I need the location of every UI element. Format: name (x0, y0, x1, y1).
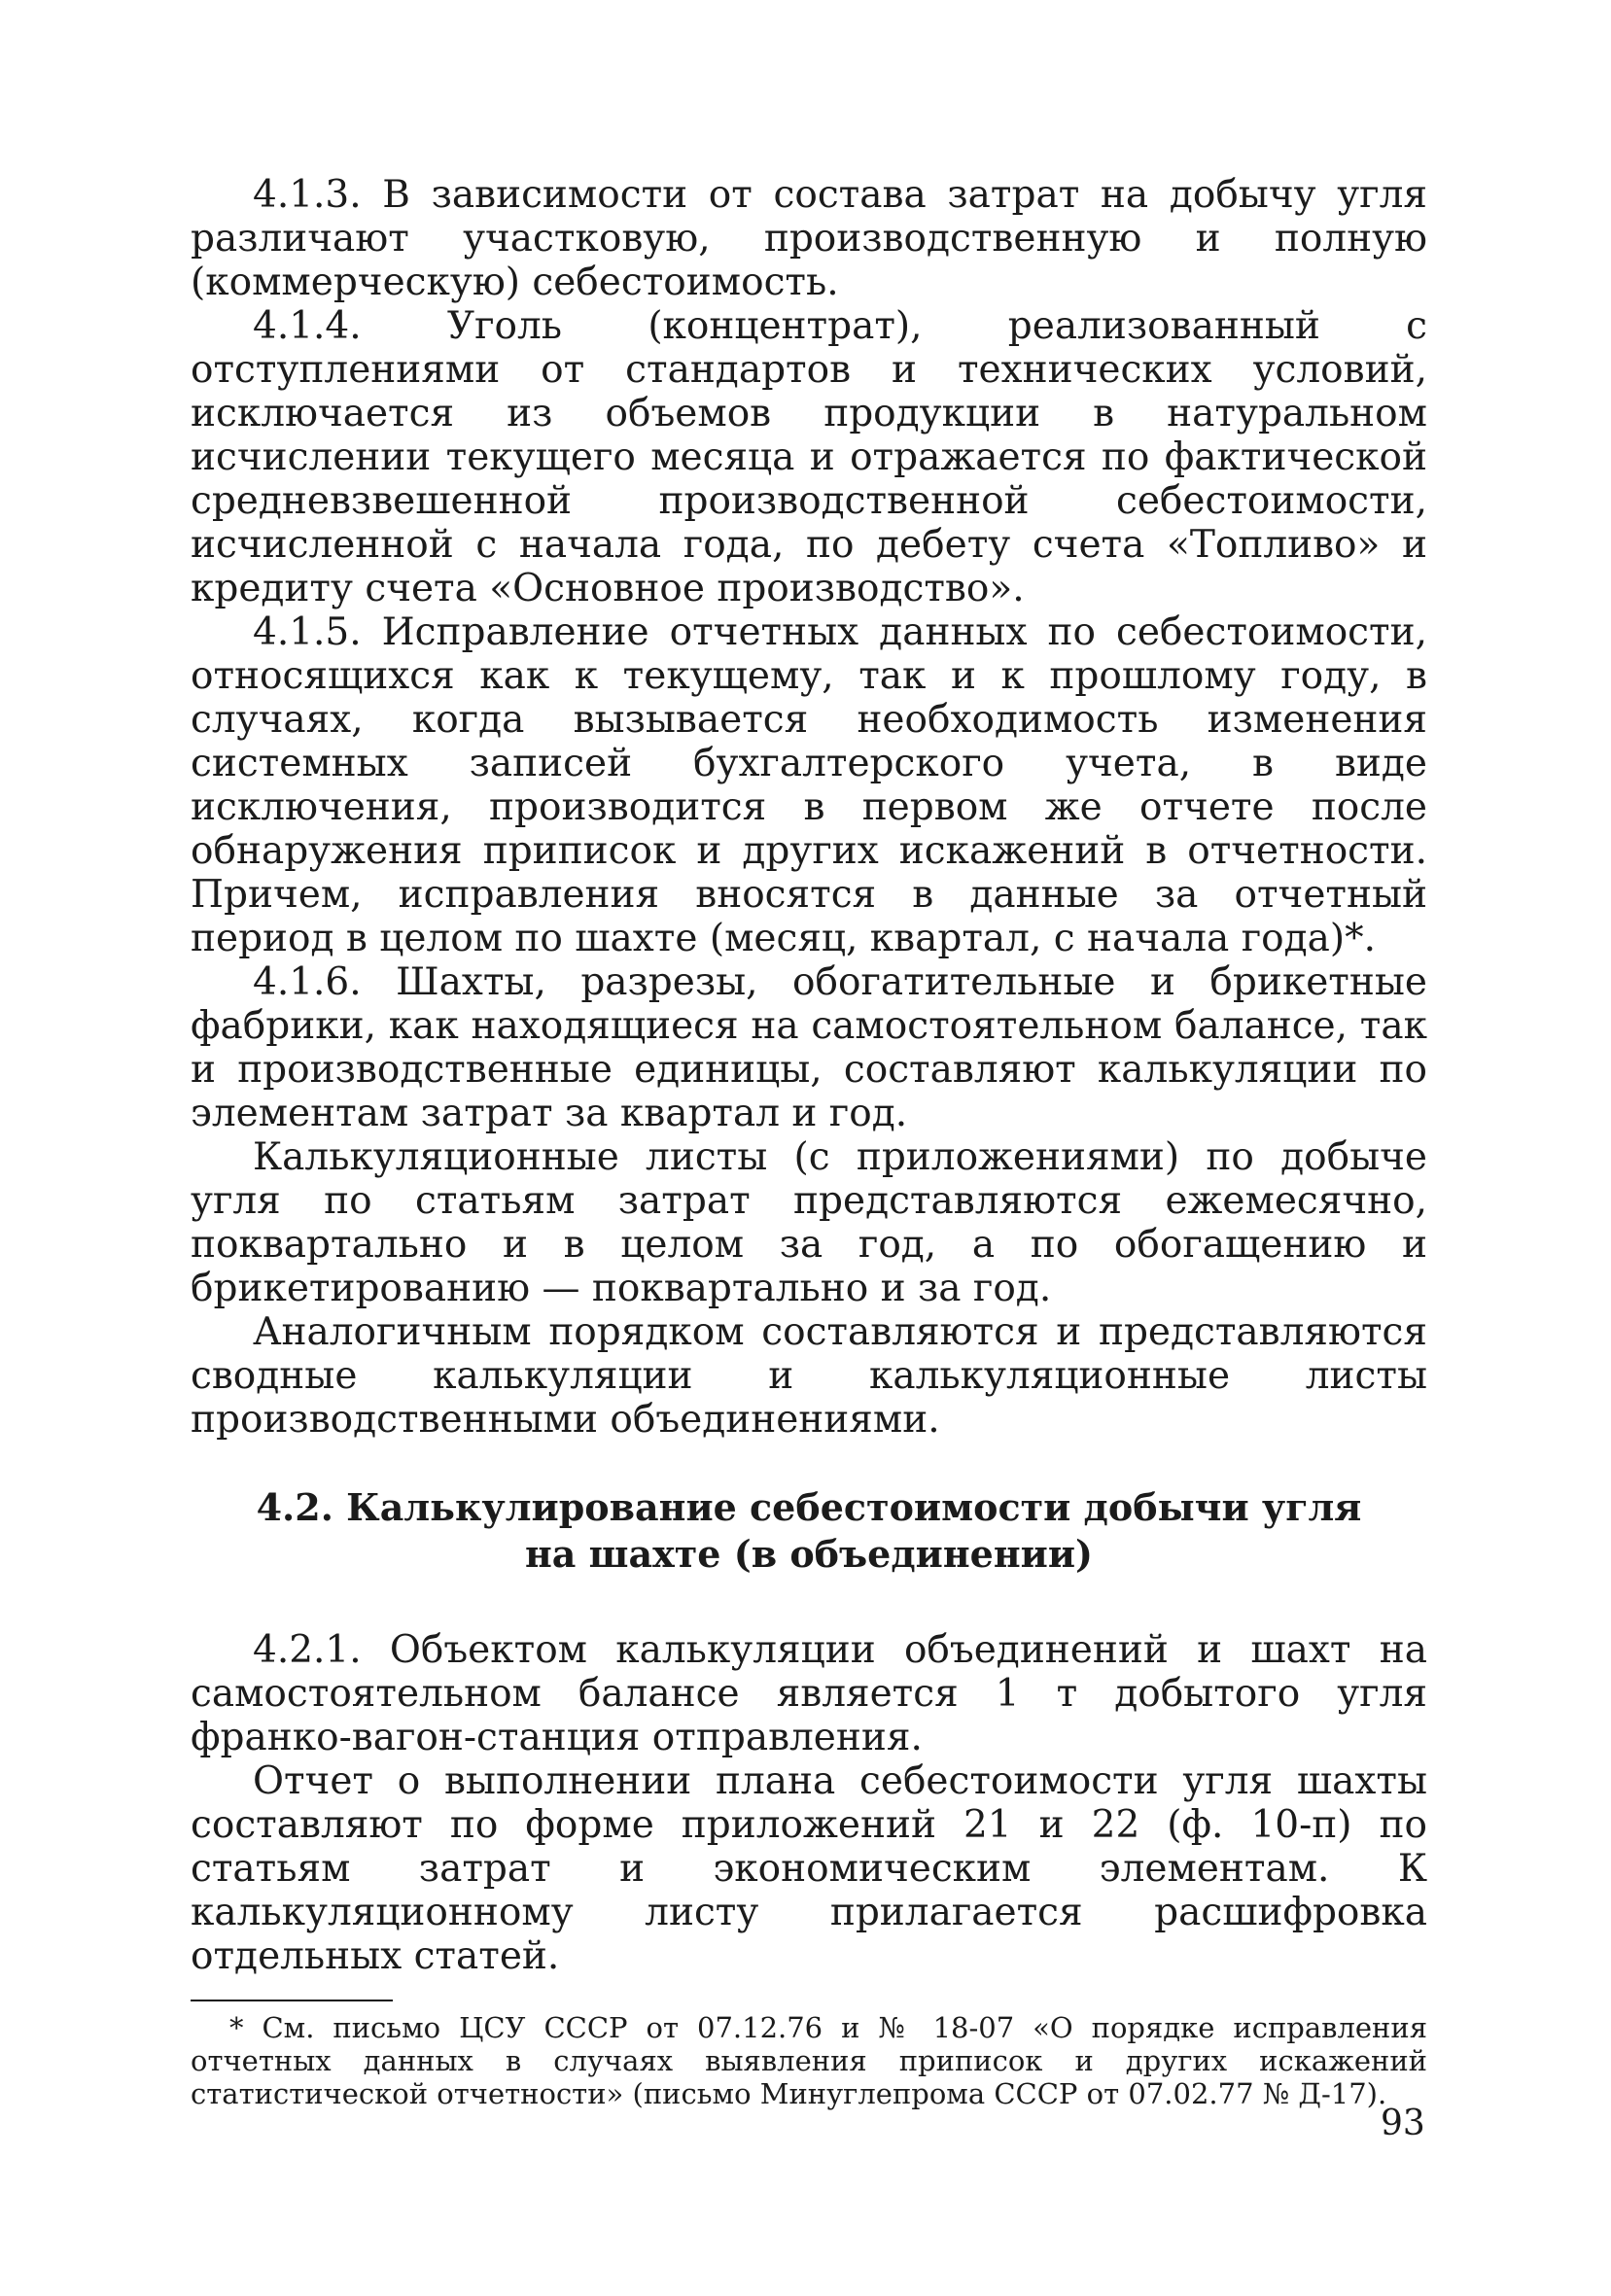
paragraph-4-1-5: 4.1.5. Исправление отчетных данных по себестоимости, относящихся как к текущему, так и к прошлому году, в случаях, когда вызывается необходимость изменения системных записей бухгалтерского учета, в виде исключения, производится в первом же отчете после обнаружения приписок и других искажений в отчетности. Причем, исправления вносятся в данные за отчетный период в целом по шахте (месяц, квартал, с начала года)*. (191, 610, 1427, 960)
footnote: * См. письмо ЦСУ СССР от 07.12.76 и № 18-07 «О порядке исправления отчетных данных в случаях выявления приписок и других искажений статистической отчетности» (письмо Минуглепрома СССР от 07.02.77 № Д-17). (191, 2011, 1427, 2110)
paragraph-4-2-1: 4.2.1. Объектом калькуляции объединений и шахт на самостоятельном балансе является 1 т добытого угля франко-вагон-станция отправления. (191, 1628, 1427, 1759)
paragraph-cost-report: Отчет о выполнении плана себестоимости угля шахты составляют по форме приложений 21 и 22 (ф. 10-п) по статьям затрат и экономическим элементам. К калькуляционному листу прилагается расшифровка отдельных статей. (191, 1759, 1427, 1978)
paragraph-consolidated-calculations: Аналогичным порядком составляются и представляются сводные калькуляции и калькуляционные листы производственными объединениями. (191, 1310, 1427, 1442)
section-heading-4-2 (191, 1484, 1427, 1578)
paragraph-4-1-4: 4.1.4. Уголь (концентрат), реализованный с отступлениями от стандартов и технических условий, исключается из объемов продукции в натуральном исчислении текущего месяца и отражается по фактической средневзвешенной производственной себестоимости, исчисленной с начала года, по дебету счета «Топливо» и кредиту счета «Основное производство». (191, 304, 1427, 610)
page-number: 93 (1381, 2104, 1425, 2143)
section-heading-line-2: на шахте (в объединении) (524, 1532, 1094, 1576)
page-body (191, 173, 1427, 2110)
paragraph-4-1-3: 4.1.3. В зависимости от состава затрат на добычу угля различают участковую, производственную и полную (коммерческую) себестоимость. (191, 173, 1427, 304)
paragraph-4-1-6: 4.1.6. Шахты, разрезы, обогатительные и брикетные фабрики, как находящиеся на самостоятельном балансе, так и производственные единицы, составляют калькуляции по элементам затрат за квартал и год. (191, 960, 1427, 1135)
paragraph-calculation-sheets: Калькуляционные листы (с приложениями) по добыче угля по статьям затрат представляются ежемесячно, поквартально и в целом за год, а по обогащению и брикетированию — поквартально и за год. (191, 1135, 1427, 1310)
section-heading-line-1: 4.2. Калькулирование себестоимости добычи угля (256, 1485, 1362, 1529)
footnote-divider (191, 2000, 393, 2001)
